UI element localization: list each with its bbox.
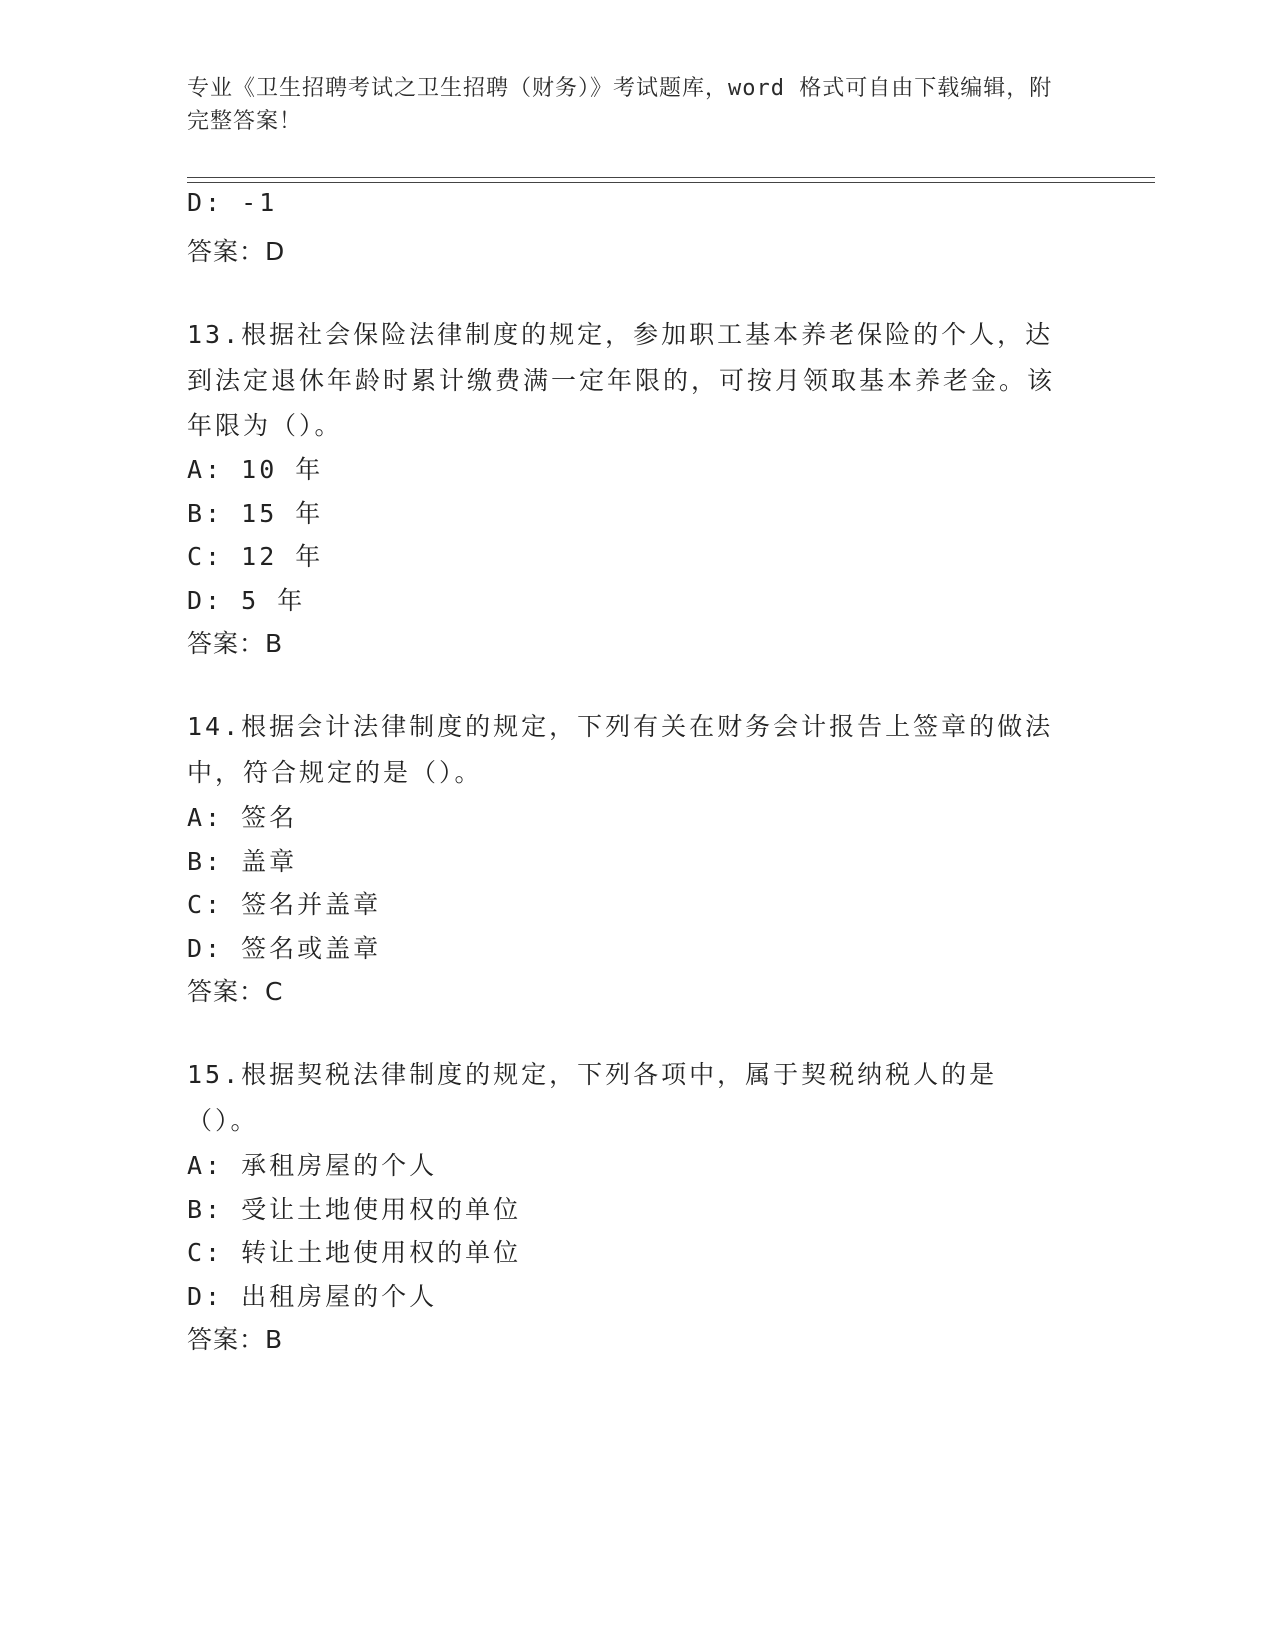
option-d: D: -1	[187, 188, 278, 217]
question-14-option-c: C: 签名并盖章	[187, 890, 382, 919]
question-13-option-a: A: 10 年	[187, 455, 324, 484]
question-14-option-a: A: 签名	[187, 803, 298, 832]
answer: 答案：D	[187, 237, 286, 266]
question-14-option-d: D: 签名或盖章	[187, 934, 382, 963]
header-divider-top	[187, 177, 1155, 178]
question-15-answer: 答案：B	[187, 1325, 284, 1354]
question-13-option-b: B: 15 年	[187, 499, 324, 528]
document-header: 专业《卫生招聘考试之卫生招聘（财务）》考试题库，word 格式可自由下载编辑，附完整答案！	[187, 76, 1053, 134]
question-14-option-b: B: 盖章	[187, 847, 298, 876]
header-divider-bottom	[187, 182, 1155, 183]
question-13-text: 13.根据社会保险法律制度的规定，参加职工基本养老保险的个人，达到法定退休年龄时累计缴费满一定年限的，可按月领取基本养老金。该年限为（）。	[187, 320, 1056, 440]
question-14-answer: 答案：C	[187, 977, 284, 1006]
question-14-text: 14.根据会计法律制度的规定，下列有关在财务会计报告上签章的做法中，符合规定的是（）。	[187, 712, 1054, 787]
question-13-answer: 答案：B	[187, 629, 284, 658]
question-15-option-d: D: 出租房屋的个人	[187, 1282, 438, 1311]
question-15-text: 15.根据契税法律制度的规定，下列各项中，属于契税纳税人的是（）。	[187, 1060, 998, 1135]
question-13-option-c: C: 12 年	[187, 542, 324, 571]
question-13-option-d: D: 5 年	[187, 586, 306, 615]
question-15-option-b: B: 受让土地使用权的单位	[187, 1195, 522, 1224]
question-15-option-c: C: 转让土地使用权的单位	[187, 1238, 522, 1267]
question-15-option-a: A: 承租房屋的个人	[187, 1151, 438, 1180]
